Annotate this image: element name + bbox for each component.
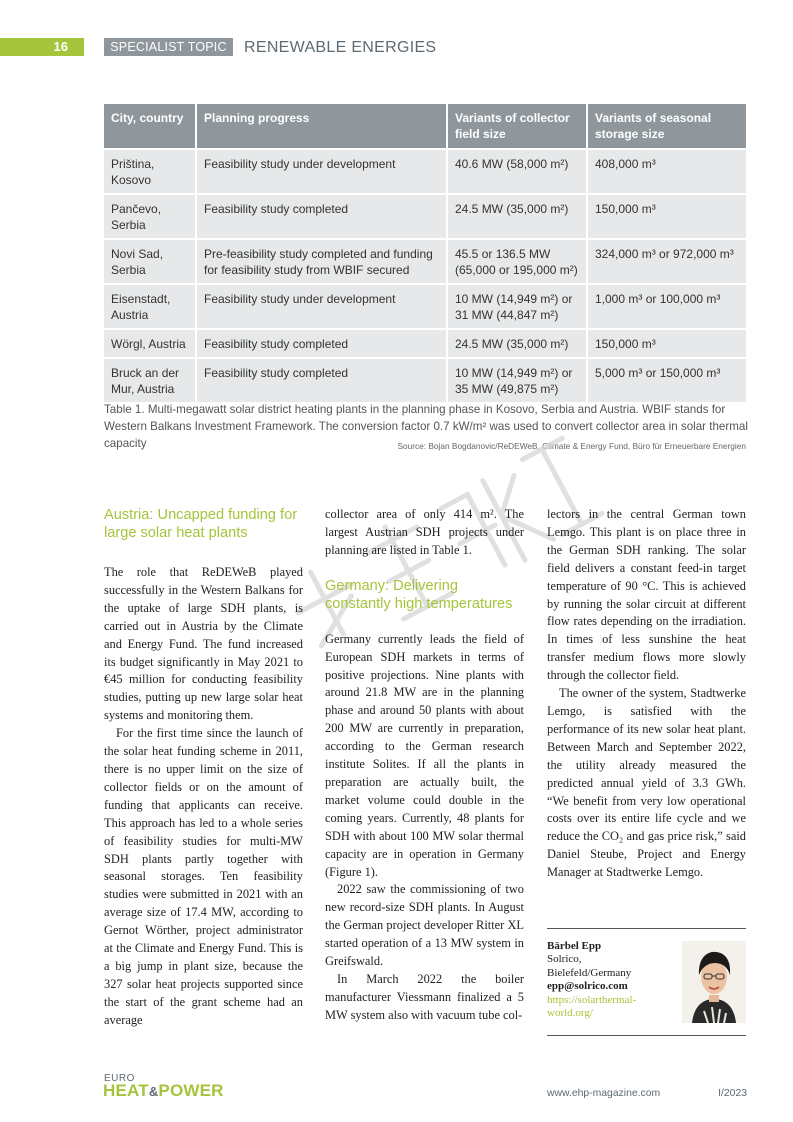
author-name: Bärbel Epp (547, 940, 602, 952)
table-cell: 10 MW (14,949 m²) or 35 MW (49,875 m²) (447, 358, 587, 402)
page-number: 16 (0, 38, 84, 56)
article-column-1 (104, 506, 303, 1030)
table-header-cell: Variants of collector field size (447, 104, 587, 149)
paragraph: lectors in the central German town Lemgo. This plant is on place three in the German SDH ranking. The solar field delivers a constant feed-in target temperature of 90 °C. This is achieved by running the solar circuit at different flow rates depending on the irradiation. In times of less sunshine the heat transfer medium flows more slowly through the collector field. (547, 507, 746, 683)
author-org: Solrico, (547, 953, 582, 966)
paragraph: The owner of the system, Stadtwerke Lemgo, is satisfied with the performance of its new solar heat plant. Between March and September 2022, the utility already measured the predicted annual yield of 3.3 GWh. “We benefit from very low operational costs over its entire life cycle and we reduce the CO₂ and gas price risk,” said Daniel Steube, Project and Energy Manager at Stadtwerke Lemgo. (547, 686, 746, 880)
table-cell: 1,000 m³ or 100,000 m³ (587, 284, 746, 329)
table-row (104, 284, 746, 329)
table-cell: Feasibility study completed (196, 329, 447, 358)
paragraph: For the first time since the launch of the solar heat funding scheme in 2011, there is no upper limit on the size of collector fields or on the amount of funding that applicants can receive. This approach has led to a whole series of feasibility studies for multi-MW SDH plants partly together with seasonal storages. Ten feasibility studies were submitted in 2021 with an average size of 17.4 MW, according to Gernot Wörther, project administrator at the Climate and Energy Fund. This is a big jump in plant size, because the 327 solar heat projects supported since the start of the grant scheme had an average (104, 726, 303, 1027)
footer-website[interactable]: www.ehp-magazine.com (547, 1088, 661, 1099)
table-cell: 45.5 or 136.5 MW (65,000 or 195,000 m²) (447, 239, 587, 284)
table-header-cell: Planning progress (196, 104, 447, 149)
section-title: RENEWABLE ENERGIES (244, 39, 437, 56)
table-cell: Feasibility study completed (196, 194, 447, 239)
heading-austria: Austria: Uncapped funding for large solar heat plants (104, 507, 298, 541)
article-column-2 (325, 506, 524, 1025)
paragraph: 2022 saw the commissioning of two new record-size SDH plants. In August the German project developer Ritter XL started operation of a 13 MW system in Greifswald. (325, 882, 524, 969)
table-cell: 24.5 MW (35,000 m²) (447, 329, 587, 358)
table-cell: Feasibility study under development (196, 149, 447, 194)
article-column-3 (547, 506, 746, 882)
heading-germany: Germany: Delivering constantly high temperatures (325, 577, 513, 612)
logo-ampersand: & (148, 1084, 159, 1099)
paragraph: In March 2022 the boiler manufacturer Viessmann finalized a 5 MW system also with vacuum tube col- (325, 971, 524, 1022)
table-row (104, 358, 746, 402)
table-header-row (104, 104, 746, 149)
table-row (104, 239, 746, 284)
table-cell: Feasibility study completed (196, 358, 447, 402)
table-cell: 40.6 MW (58,000 m²) (447, 149, 587, 194)
table-cell: Pre-feasibility study completed and funding for feasibility study from WBIF secured (196, 239, 447, 284)
author-location: Bielefeld/Germany (547, 966, 632, 979)
table-cell: Eisenstadt, Austria (104, 284, 196, 329)
logo-power: POWER (158, 1081, 224, 1100)
footer-issue: I/2023 (718, 1088, 747, 1099)
table-header-cell: Variants of seasonal storage size (587, 104, 746, 149)
table-cell: 24.5 MW (35,000 m²) (447, 194, 587, 239)
author-email-link[interactable]: epp@solrico.com (547, 980, 628, 993)
table-cell: Novi Sad, Serbia (104, 239, 196, 284)
table-cell: Priština, Kosovo (104, 149, 196, 194)
magazine-logo (103, 1081, 224, 1101)
table-cell: 10 MW (14,949 m²) or 31 MW (44,847 m²) (447, 284, 587, 329)
author-photo (682, 941, 746, 1023)
table-cell: 150,000 m³ (587, 194, 746, 239)
author-info (547, 940, 677, 1020)
table-row (104, 194, 746, 239)
table-cell: 408,000 m³ (587, 149, 746, 194)
paragraph: The role that ReDEWeB played successfully in the Western Balkans for the uptake of large SDH plants, is carried out in Austria by the Climate and Energy Fund. The fund increased its budget significantly in May 2021 to €45 million for conducting feasibility studies, putting up new large solar heat systems and monitoring them. (104, 565, 303, 723)
table-cell: Pančevo, Serbia (104, 194, 196, 239)
table-cell: Bruck an der Mur, Austria (104, 358, 196, 402)
table-cell: Wörgl, Austria (104, 329, 196, 358)
paragraph: Germany currently leads the field of European SDH markets in terms of positive projections. Nine plants with around 21.8 MW are in the planning phase and around 50 plants with about 200 MW are currently in preparation, according to the German research institute Solites. If all the plants in preparation are actually built, the market volume could double in the coming years. Currently, 48 plants for SDH with about 100 MW solar thermal capacity are in operation in Germany (Figure 1). (325, 631, 524, 879)
section-topic-label: SPECIALIST TOPIC (104, 38, 233, 56)
logo-euro-text: EURO (104, 1073, 135, 1084)
author-website-link[interactable]: https://solarthermal-world.org/ (547, 993, 637, 1020)
table-cell: Feasibility study under development (196, 284, 447, 329)
paragraph: collector area of only 414 m². The largest Austrian SDH projects under planning are listed in Table 1. (325, 507, 524, 557)
table-header-cell: City, country (104, 104, 196, 149)
table-row (104, 329, 746, 358)
table-caption: Table 1. Multi-megawatt solar district heating plants in the planning phase in Kosovo, Serbia and Austria. WBIF stands for Western Balkans Investment Framework. The conversion factor 0.7 kW/m² was used to convert collector area in solar thermal capacity (104, 403, 748, 450)
table-cell: 150,000 m³ (587, 329, 746, 358)
table-row (104, 149, 746, 194)
table-source: Source: Bojan Bogdanovic/ReDEWeB, Climate & Energy Fund, Büro für Erneuerbare Energien (397, 441, 746, 451)
table-cell: 5,000 m³ or 150,000 m³ (587, 358, 746, 402)
logo-heat: HEAT (103, 1081, 149, 1100)
table-cell: 324,000 m³ or 972,000 m³ (587, 239, 746, 284)
planning-table (104, 104, 746, 402)
